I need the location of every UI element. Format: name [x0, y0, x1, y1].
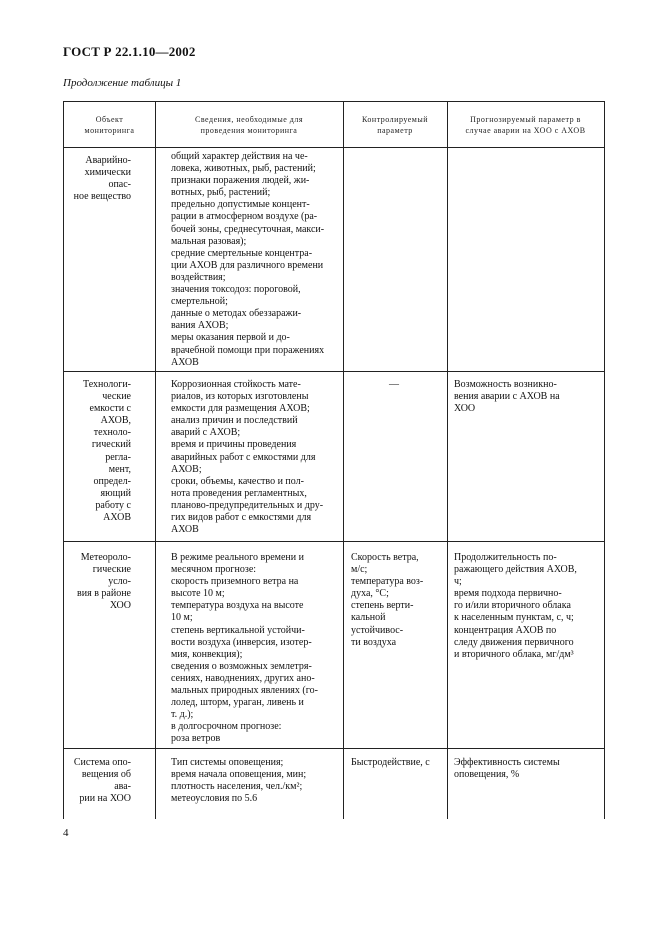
column-header-info: Сведения, необходимые для проведения мониторинга	[194, 115, 304, 135]
row-1-object: Аварийно- химически опас- ное вещество	[73, 155, 131, 203]
row-4-forecast: Эффективность системы оповещения, %	[454, 757, 560, 781]
table-continuation-caption: Продолжение таблицы 1	[63, 77, 182, 89]
row-3-info: В режиме реального времени и месячном прогнозе: скорость приземного ветра на высоте 10 м; температура воздуха на высоте 10 м; степень вертикальной устойчи- вости воздуха (инверсия, изотер- мия, конвекция); сведения о возможных землетря- сениях, наводнениях, других ано- мальных природных явлениях (го- лолед, шторм, ураган, ливень и т. д.); в долгосрочном прогнозе: роза ветров	[171, 552, 318, 745]
row-1-info: общий характер действия на че- ловека, животных, рыб, растений; признаки поражения людей, жи- вотных, рыб, растений; предельно допустимые концент- рации в атмосферном воздухе (ра- бочей зоны, среднесуточная, макси- мальная разовая); средние смертельные концентра- ции АХОВ для различного времени воздействия; значения токсодоз: пороговой, смертельной; данные о методах обеззаражи- вания АХОВ; меры оказания первой и до- врачебной помощи при поражениях АХОВ	[171, 151, 325, 368]
column-divider	[343, 102, 344, 819]
column-divider	[604, 102, 605, 819]
row-4-info: Тип системы оповещения; время начала оповещения, мин; плотность населения, чел./км²; метеоусловия по 5.6	[171, 757, 307, 805]
row-divider	[64, 147, 605, 148]
row-4-parameter: Быстродействие, с	[351, 757, 430, 768]
row-divider	[64, 371, 605, 372]
column-header-forecast: Прогнозируемый параметр в случае аварии на ХОО с АХОВ	[465, 115, 586, 135]
row-3-forecast: Продолжительность по- ражающего действия АХОВ, ч; время подхода первично- го и/или вторичного облака к населенным пунктам, с, ч; концентрация АХОВ по следу движения первичного и вторичного облака, мг/дм³	[454, 552, 577, 660]
row-4-object: Система опо- вещения об ава- рии на ХОО	[73, 757, 131, 805]
row-3-parameter: Скорость ветра, м/с; температура воз- духа, °С; степень верти- кальной устойчивос- ти воздуха	[351, 552, 424, 648]
column-header-parameter: Контролируемый параметр	[361, 115, 429, 135]
column-divider	[447, 102, 448, 819]
document-id: ГОСТ Р 22.1.10—2002	[63, 44, 196, 59]
column-divider	[155, 102, 156, 819]
row-2-info: Коррозионная стойкость мате- риалов, из которых изготовлены емкости для размещения АХОВ; анализ причин и последствий аварий с АХОВ; время и причины проведения аварийных работ с емкостями для АХОВ; сроки, объемы, качество и пол- нота проведения регламентных, планово-предупредительных и дру- гих видов работ с емкостями для АХОВ	[171, 379, 324, 536]
row-divider	[64, 541, 605, 542]
monitoring-table	[63, 101, 605, 819]
row-2-parameter: —	[389, 379, 399, 390]
row-3-object: Метеороло- гические усло- вия в районе ХОО	[77, 552, 131, 612]
page-number: 4	[63, 827, 69, 839]
row-2-object: Технологи- ческие емкости с АХОВ, техноло- гический регла- мент, определ- яющий работу с АХОВ	[82, 379, 131, 524]
row-2-forecast: Возможность возникно- вения аварии с АХОВ на ХОО	[454, 379, 560, 415]
row-divider	[64, 748, 605, 749]
column-header-object: Объект мониторинга	[84, 115, 135, 135]
